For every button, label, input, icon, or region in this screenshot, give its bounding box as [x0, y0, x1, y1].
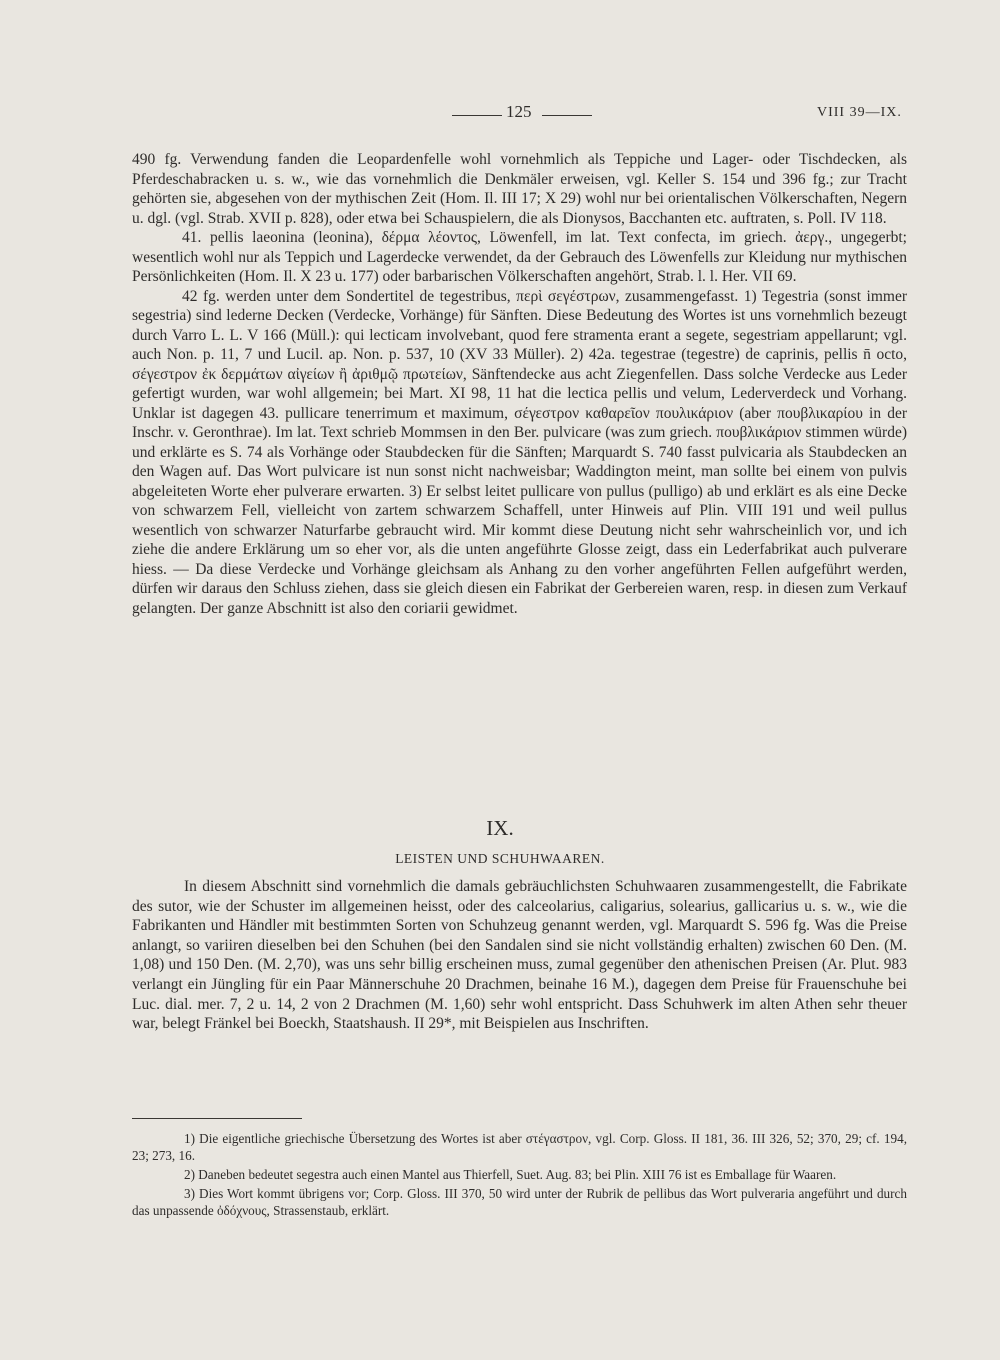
section-reference: VIII 39—IX.	[817, 105, 902, 120]
chapter-title: LEISTEN UND SCHUHWAAREN.	[395, 851, 605, 866]
chapter-intro-paragraph: In diesem Abschnitt sind vornehmlich die damals gebräuchlichsten Schuhwaaren zusammengestellt, die Fabrikate des sutor, wie der Schuster im allgemeinen heisst, oder des calceolarius, caligarius, solearius, gallicarius u. s. w., wie die Fabrikanten und Händler mit bestimmten Sorten von Schuhzeug genannt werden, vgl. Marquardt S. 596 fg. Was die Preise anlangt, so variiren dieselben bei den Schuhen (bei den Sandalen sind sie nicht vollständig erhalten) zwischen 60 Den. (M. 1,08) und 150 Den. (M. 2,70), was uns sehr billig erscheinen muss, zumal gegenüber den athenischen Preisen (Ar. Plut. 983 verlangt ein Jüngling für ein Paar Männerschuhe 20 Drachmen, beinahe 16 M.), dagegen dem Preise für Frauenschuhe bei Luc. dial. mer. 7, 2 u. 14, 2 von 2 Drachmen (M. 1,60) sehr wohl entspricht. Dass Schuhwerk im alten Athen sehr theuer war, belegt Fränkel bei Boeckh, Staatshaush. II 29*, mit Beispielen aus Inschriften.	[132, 878, 907, 1033]
header-rule-left	[452, 115, 502, 116]
footnote-divider	[132, 1118, 302, 1119]
footnotes	[132, 1130, 907, 1221]
chapter-numeral: IX.	[486, 816, 514, 840]
footnote-2: 2) Daneben bedeutet segestra auch einen Mantel aus Thierfell, Suet. Aug. 83; bei Plin. XIII 76 ist es Emballage für Waaren.	[184, 1167, 837, 1182]
footnote-1: 1) Die eigentliche griechische Übersetzung des Wortes ist aber στέγαστρον, vgl. Corp. Gloss. II 181, 36. III 326, 52; 370, 29; cf. 194, 23; 273, 16.	[132, 1131, 907, 1163]
footnote-3: 3) Dies Wort kommt übrigens vor; Corp. Gloss. III 370, 50 wird unter der Rubrik de pellibus das Wort pulveraria angeführt und durch das unpassende ὀδόχνους, Strassenstaub, erklärt.	[132, 1186, 907, 1218]
paragraph-tegestria: 42 fg. werden unter dem Sondertitel de tegestribus, περὶ σεγέστρων, zusammengefasst. 1) Tegestria (sonst immer segestria) sind lederne Decken (Verdecke, Vorhänge) für Sänften. Diese Bedeutung des Wortes ist uns vornehmlich bezeugt durch Varro L. L. V 166 (Müll.): qui lecticam involvebant, quod fere stramenta erant a segete, segestriam appellarunt; vgl. auch Non. p. 11, 7 und Lucil. ap. Non. p. 537, 10 (XV 33 Müller). 2) 42a. tegestrae (tegestre) de caprinis, pellis n̄ octo, σέγεστρον ἐκ δερμάτων αἰγείων ἢ ἀριθμῷ πρωτείων, Sänftendecke aus acht Ziegenfellen. Dass solche Verdecke aus Leder gefertigt wurden, war wohl allgemein; bei Mart. XI 98, 11 hat die lectica pellis und velum, Lederverdeck und Vorhang. Unklar ist dagegen 43. pullicare tenerrimum et maximum, σέγεστρον καθαρεῖον πουλικάριον (aber πουβλικαρίου in der Inschr. v. Geronthrae). Im lat. Text schrieb Mommsen in den Ber. pulvicare (was zum griech. πουβλικάριον stimmen würde) und erklärte es S. 74 als Vorhänge oder Staubdecken für die Sänften; Marquardt S. 740 fasst pulvicaria als Staubdecken an den Wagen auf. Das Wort pulvicare ist nun sonst nicht nachweisbar; Waddington meint, man sollte bei einem von pulvis abgeleiteten Worte eher pulverare erwarten. 3) Er selbst leitet pullicare von pullus (pulligo) ab und erklärt es als eine Decke von schwarzem Fell, vielleicht von zartem schwarzem Schaffell, unter Hinweis auf Plin. VIII 191 und weil pullus wesentlich von schwarzer Naturfarbe gebraucht wird. Mir kommt diese Deutung nicht sehr wahrscheinlich vor, und ich ziehe die andere Erklärung um so eher vor, als die unten angeführte Glosse zeigt, dass ein Lederfabrikat auch pulverare hiess. — Da diese Verdecke und Vorhänge gleichsam als Anhang zu den vorher angeführten Fellen aufgeführt werden, dürfen wir daraus den Schluss ziehen, dass sie gleich diesen ein Fabrikat der Gerbereien waren, resp. in diesen zum Verkauf gelangten. Der ganze Abschnitt ist also den coriarii gewidmet.	[132, 287, 907, 617]
paragraph-leopard-skins: 490 fg. Verwendung fanden die Leopardenfelle wohl vornehmlich als Teppiche und Lager- oder Tischdecken, als Pferdeschabracken u. s. w., wie das vornehmlich die Denkmäler erweisen, vgl. Keller S. 154 und 396 fg.; zur Tracht gehörten sie, abgesehen von der mythischen Zeit (Hom. Il. III 17; X 29) wohl nur bei orientalischen Völkerschaften, Negern u. dgl. (vgl. Strab. XVII p. 828), oder etwa bei Schauspielern, die als Dionysos, Bacchanten etc. auftraten, s. Poll. IV 118.	[132, 151, 907, 227]
paragraph-lion-skin: 41. pellis laeonina (leonina), δέρμα λέοντος, Löwenfell, im lat. Text confecta, im griech. ἀεργ., ungegerbt; wesentlich wohl nur als Teppich und Lagerdecke verwendet, da der Gebrauch des Löwenfells zur Kleidung nur mythischen Persönlichkeiten (Hom. Il. X 23 u. 177) oder barbarischen Völkerschaften angehört, Strab. l. l. Her. VII 69.	[132, 229, 907, 285]
header-rule-right	[542, 115, 592, 116]
commentary-text	[132, 150, 907, 618]
page-number: 125	[506, 102, 532, 121]
running-head	[0, 102, 1000, 126]
